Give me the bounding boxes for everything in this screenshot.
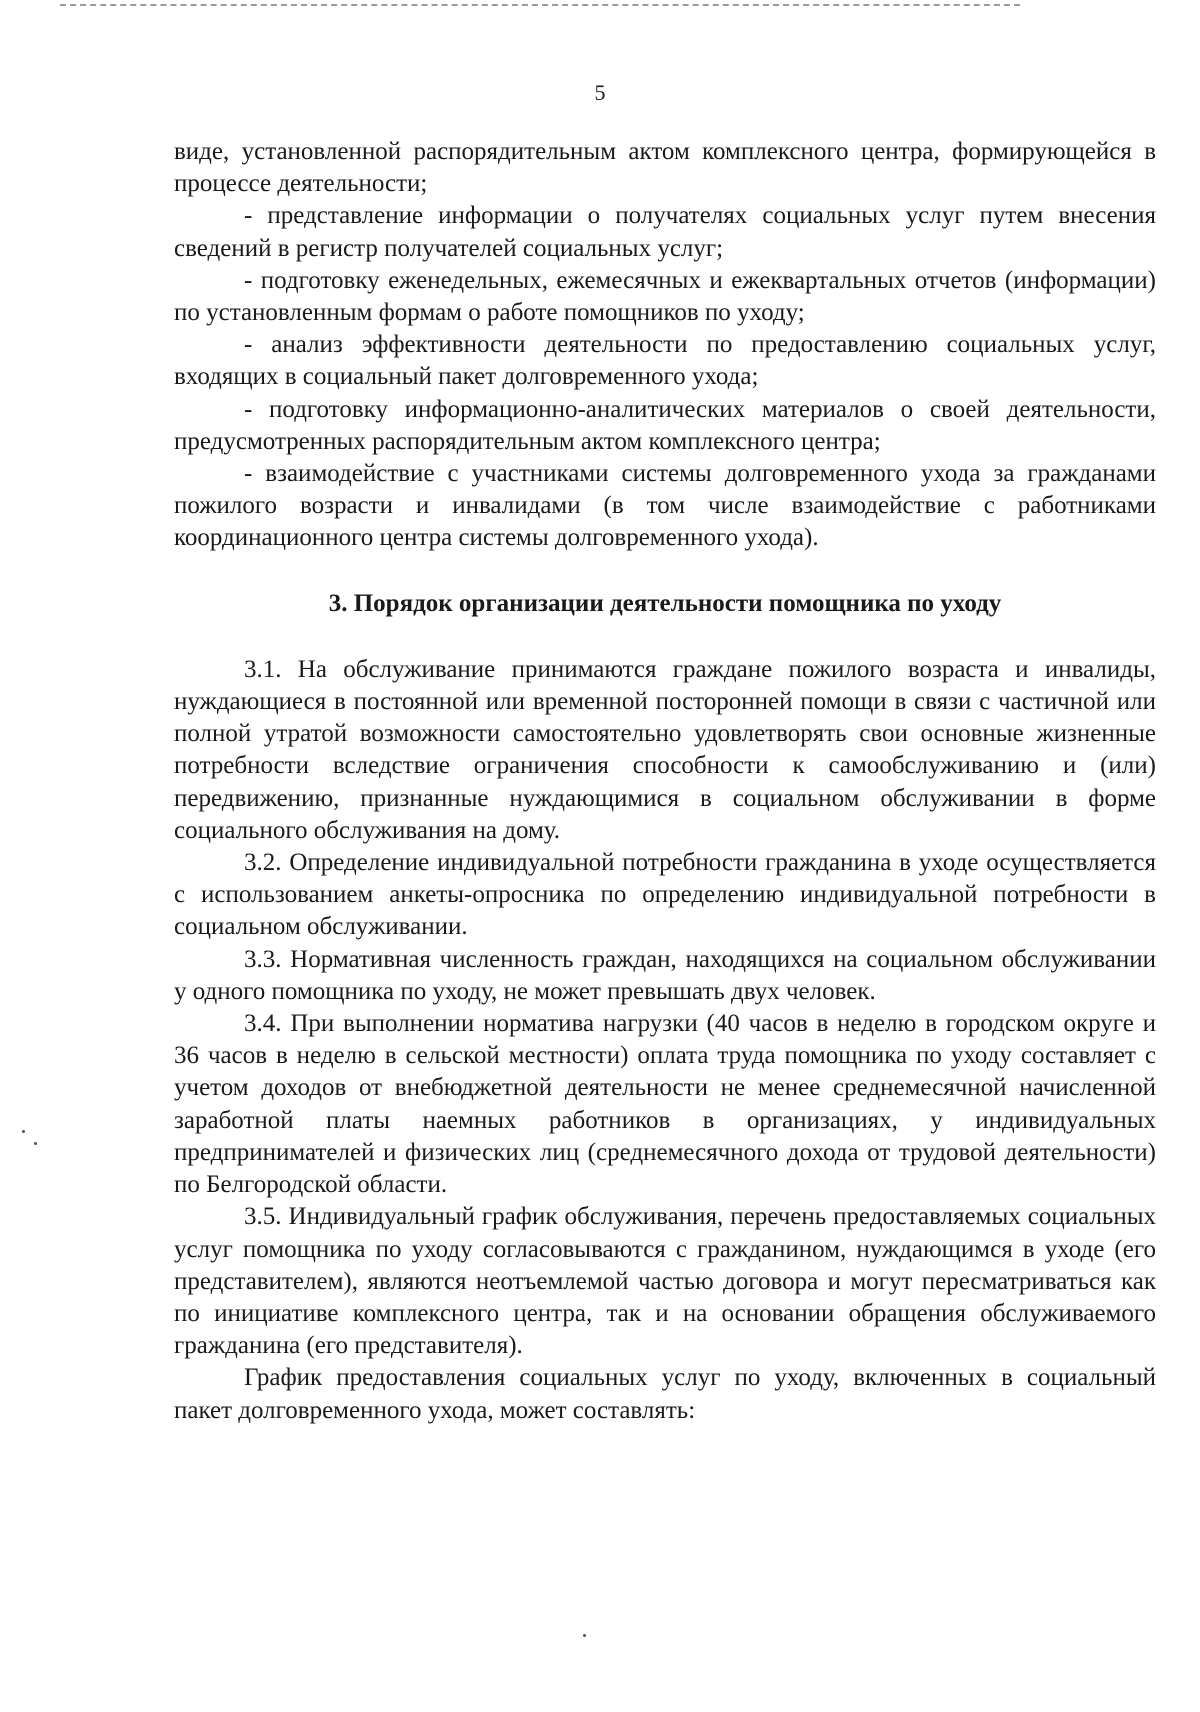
lead-paragraph: виде, установленной распорядительным актом комплексного центра, формирующейся в процессе деятельности; [174,138,1156,198]
bullet-item: - анализ эффективности деятельности по предоставлению социальных услуг, входящих в социальный пакет долговременного ухода; [174,331,1156,391]
bullet-item: - взаимодействие с участниками системы долговременного ухода за гражданами пожилого возрасти и инвалидами (в том числе взаимодействие с работниками координационного центра системы долговременного ухода). [174,460,1156,552]
scan-speck [34,1142,37,1145]
schedule-paragraph: График предоставления социальных услуг по уходу, включенных в социальный пакет долговременного ухода, может составлять: [174,1364,1156,1424]
bullet-item: - подготовку информационно-аналитических материалов о своей деятельности, предусмотренных распорядительным актом комплексного центра; [174,395,1156,455]
scan-speck [22,1130,25,1133]
paragraph-3-5: 3.5. Индивидуальный график обслуживания, перечень предоставляемых социальных услуг помощника по уходу согласовываются с гражданином, нуждающимся в уходе (его представителем), являются неотъемлемой частью договора и могут пересматриваться как по инициативе комплексного центра, так и на основании обращения обслуживаемого гражданина (его представителя). [174,1203,1156,1360]
paragraph-3-3: 3.3. Нормативная численность граждан, находящихся на социальном обслуживании у одного помощника по уходу, не может превышать двух человек. [174,945,1156,1005]
page-number: 5 [594,80,606,105]
paragraph-3-1: 3.1. На обслуживание принимаются граждане пожилого возраста и инвалиды, нуждающиеся в постоянной или временной посторонней помощи в связи с частичной или полной утратой возможности самостоятельно удовлетворять свои основные жизненные потребности вследствие ограничения способности к самообслуживанию и (или) передвижению, признанные нуждающимися в социальном обслуживании в форме социального обслуживания на дому. [174,655,1156,844]
bullet-item: - подготовку еженедельных, ежемесячных и ежеквартальных отчетов (информации) по установленным формам о работе помощников по уходу; [174,266,1156,327]
paragraph-3-4: 3.4. При выполнении норматива нагрузки (40 часов в неделю в городском округе и 36 часов в неделю в сельской местности) оплата труда помощника по уходу составляет с учетом доходов от внебюджетной деятельности не менее среднемесячной начисленной заработной платы наемных работников в организациях, у индивидуальных предпринимателей и физических лиц (среднемесячного дохода от трудовой деятельности) по Белгородской области. [174,1010,1156,1199]
scan-speck [583,1634,586,1637]
paragraph-3-2: 3.2. Определение индивидуальной потребности гражданина в уходе осуществляется с использованием анкеты-опросника по определению индивидуальной потребности в социальном обслуживании. [174,849,1156,941]
page-text [174,136,1156,1427]
section-title: 3. Порядок организации деятельности помощника по уходу [328,589,1002,617]
scan-top-edge [60,4,1020,6]
bullet-item: - представление информации о получателях социальных услуг путем внесения сведений в регистр получателей социальных услуг; [174,202,1156,262]
